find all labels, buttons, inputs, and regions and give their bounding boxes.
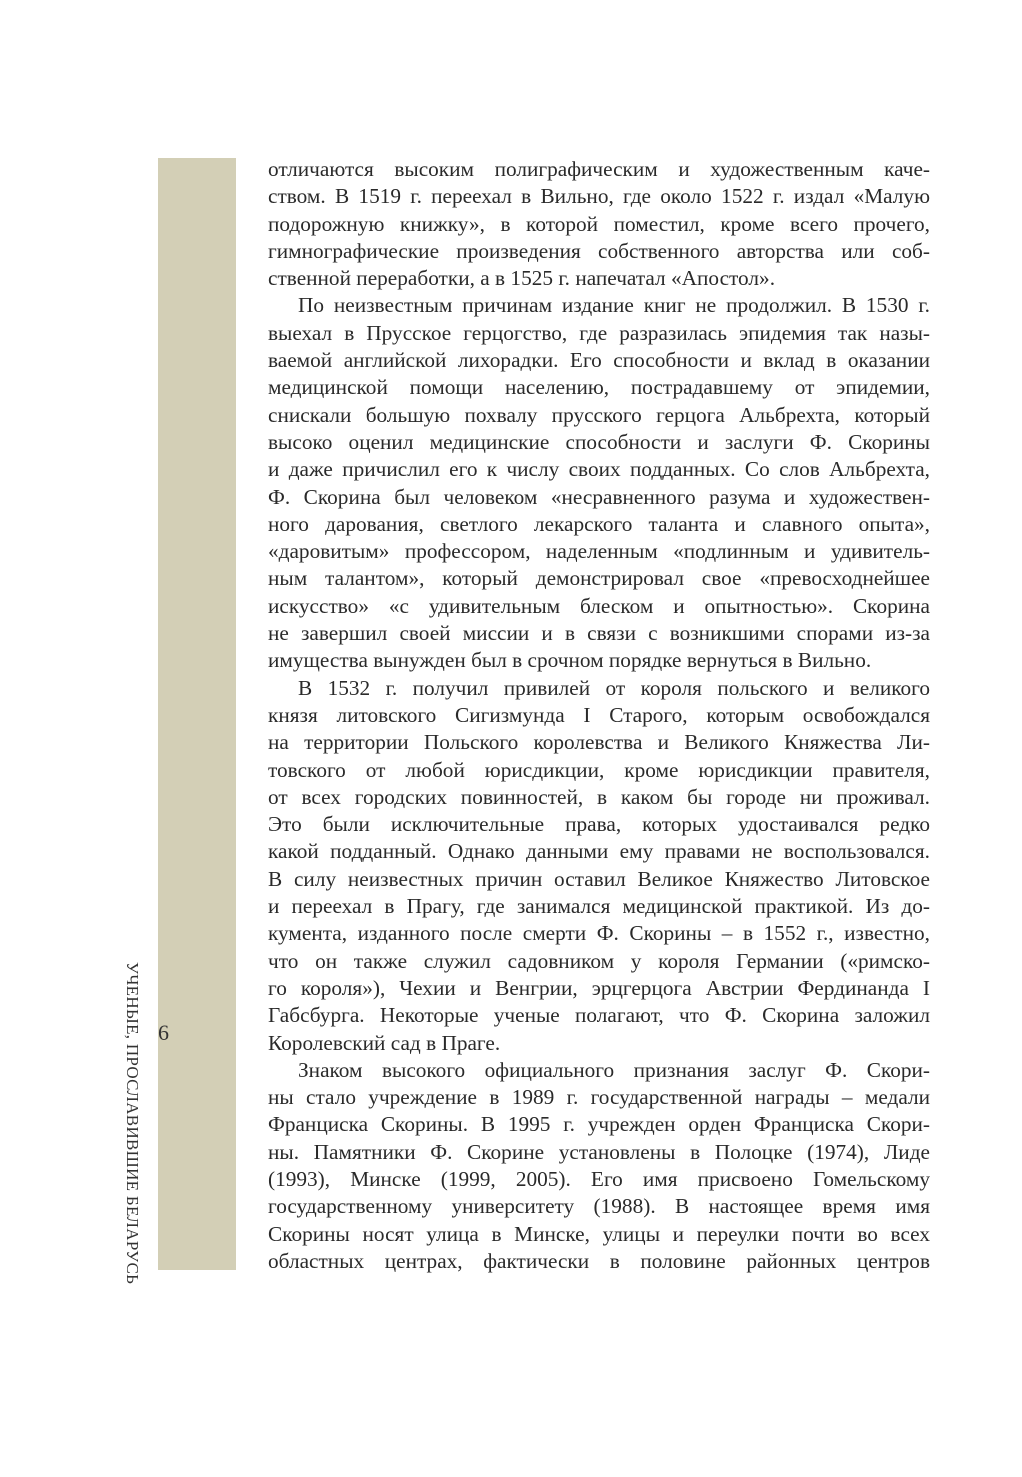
text-line: отличаются высоким полиграфическим и художественным каче- (268, 157, 930, 181)
text-line: ны стало учреждение в 1989 г. государственной награды – медали (268, 1085, 930, 1110)
text-line: ны. Памятники Ф. Скорине установлены в Полоцке (1974), Лиде (268, 1139, 930, 1164)
text-line: и даже причислил его к числу своих подданных. Со слов Альбрехта, (268, 457, 930, 482)
text-line: «даровитым» профессором, наделенным «подлинным и удивитель- (268, 539, 930, 564)
text-line: Ф. Скорина был человеком «несравненного разума и художествен- (268, 484, 930, 509)
text-line: на территории Польского королевства и Великого Княжества Ли- (268, 730, 930, 755)
text-line: медицинской помощи населению, пострадавшему от эпидемии, (268, 375, 930, 400)
text-line: ственной переработки, а в 1525 г. напечатал «Апостол». (268, 266, 776, 291)
text-line: искусство» «с удивительным блеском и опытностью». Скорина (268, 593, 930, 618)
text-line: По неизвестным причинам издание книг не продолжил. В 1530 г. (298, 293, 930, 318)
text-line: высоко оценил медицинские способности и заслуги Ф. Скорины (268, 429, 930, 454)
text-line: не завершил своей миссии и в связи с возникшими спорами из-за (268, 621, 930, 646)
text-line: Габсбурга. Некоторые ученые полагают, что Ф. Скорина заложил (268, 1003, 930, 1028)
text-line: В 1532 г. получил привилей от короля польского и великого (298, 675, 930, 700)
text-line: что он также служил садовником у короля Германии («римско- (268, 948, 930, 973)
text-line: князя литовского Сигизмунда I Старого, которым освобождался (268, 702, 930, 727)
text-line: товского от любой юрисдикции, кроме юрисдикции правителя, (268, 757, 930, 782)
text-line: Знаком высокого официального признания заслуг Ф. Скори- (298, 1057, 930, 1082)
paragraph (268, 156, 930, 292)
text-line: Франциска Скорины. В 1995 г. учрежден орден Франциска Скори- (268, 1112, 930, 1137)
text-line: Это были исключительные права, которых удостаивался редко (268, 812, 930, 837)
text-line: какой подданный. Однако данными ему правами не воспользовался. (268, 839, 930, 864)
body-text (268, 156, 930, 1275)
text-line: снискали большую похвалу прусского герцога Альбрехта, который (268, 402, 930, 427)
text-line: Скорины носят улица в Минске, улицы и переулки почти во всех (268, 1221, 930, 1246)
text-line: кумента, изданного после смерти Ф. Скорины – в 1552 г., известно, (268, 921, 930, 946)
text-line: ным талантом», который демонстрировал свое «превосходнейшее (268, 566, 930, 591)
text-line: В силу неизвестных причин оставил Великое Княжество Литовское (268, 866, 930, 891)
text-line: (1993), Минске (1999, 2005). Его имя присвоено Гомельскому (268, 1166, 930, 1191)
text-line: выехал в Прусское герцогство, где разразилась эпидемия так назы- (268, 320, 930, 345)
text-line: от всех городских повинностей, в каком бы городе ни проживал. (268, 784, 930, 809)
text-line: ного дарования, светлого лекарского таланта и славного опыта», (268, 511, 930, 536)
text-line: ваемой английской лихорадки. Его способности и вклад в оказании (268, 348, 930, 373)
margin-color-bar (158, 158, 236, 1270)
text-line: государственному университету (1988). В настоящее время имя (268, 1194, 930, 1219)
text-line: го короля»), Чехии и Венгрии, эрцгерцога Австрии Фердинанда I (268, 975, 930, 1000)
paragraph (268, 1057, 930, 1275)
paragraph (268, 675, 930, 1057)
text-line: подорожную книжку», в которой поместил, кроме всего прочего, (268, 211, 930, 236)
page-number: 6 (158, 1020, 169, 1045)
text-line: Королевский сад в Праге. (268, 1030, 501, 1055)
text-line: ством. В 1519 г. переехал в Вильно, где около 1522 г. издал «Малую (268, 184, 930, 209)
text-line: и переехал в Прагу, где занимался медицинской практикой. Из до- (268, 894, 930, 919)
text-line: гимнографические произведения собственного авторства или соб- (268, 238, 930, 263)
running-head: УЧЕНЫЕ, ПРОСЛАВИВШИЕ БЕЛАРУСЬ (123, 962, 142, 1285)
text-line: имущества вынужден был в срочном порядке вернуться в Вильно. (268, 648, 872, 673)
text-line: областных центрах, фактически в половине районных центров (268, 1248, 930, 1273)
paragraph (268, 292, 930, 674)
